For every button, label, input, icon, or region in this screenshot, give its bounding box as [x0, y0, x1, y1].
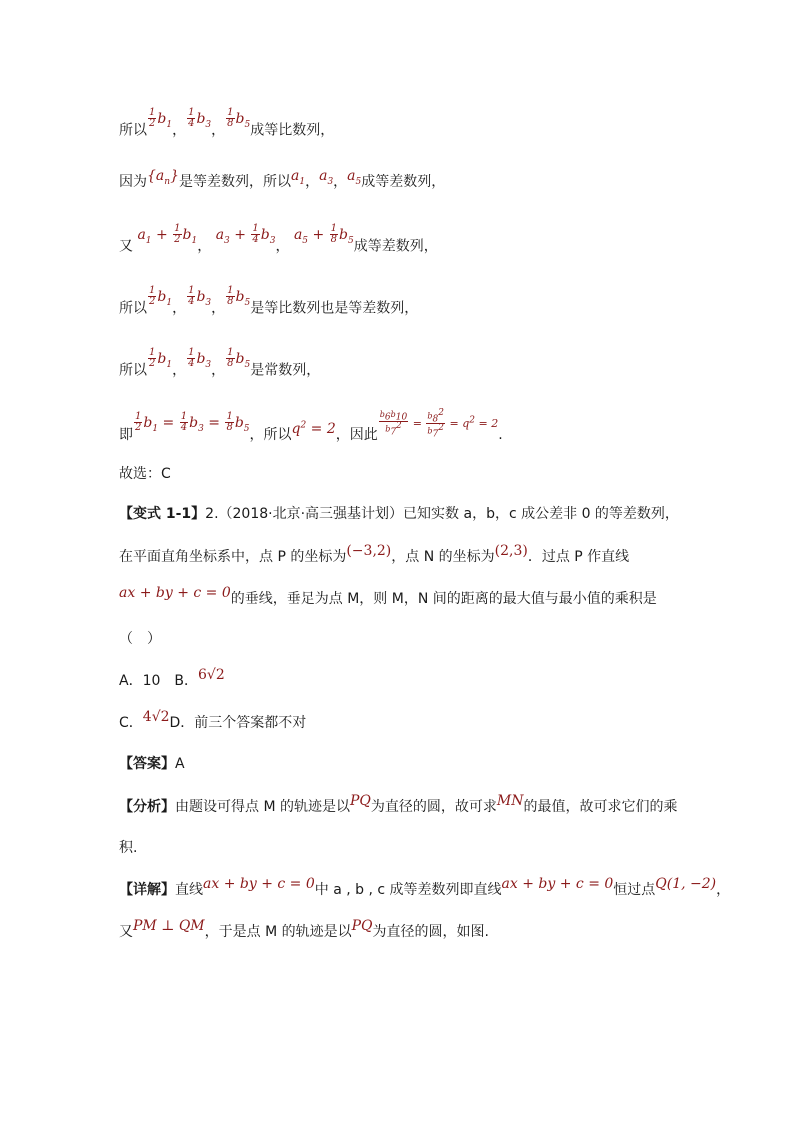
text: A．10 B．: [119, 673, 198, 689]
text: 中 a , b , c 成等差数列即直线: [314, 882, 502, 898]
text: 是常数列，: [250, 362, 321, 379]
text: 直线: [175, 882, 203, 898]
line-3: [119, 223, 438, 262]
math: $\{a_n\}$: [147, 168, 179, 187]
analysis-line: [119, 793, 678, 817]
math: PQ: [349, 793, 371, 809]
text: 的最值，故可求它们的乘: [523, 799, 678, 815]
text: ，: [197, 238, 212, 255]
text: 即: [119, 426, 133, 443]
text: 是等比数列也是等差数列，: [250, 300, 419, 317]
line-5: [119, 347, 321, 386]
problem-line-4: （ ）: [119, 631, 161, 647]
text: D．前三个答案都不对: [169, 715, 307, 731]
analysis-label: 【分析】: [119, 799, 175, 815]
math: ax + by + c = 0: [119, 585, 231, 601]
math: ax + by + c = 0: [203, 876, 315, 892]
math: $\frac{1}{8}$ $b_5$: [227, 107, 251, 130]
text: 所以: [119, 362, 147, 379]
math: Q(1, −2): [655, 876, 717, 892]
text: 是等差数列，所以: [178, 174, 291, 190]
text: 成等差数列，: [361, 174, 446, 190]
text: ，: [172, 300, 187, 317]
text: 由题设可得点 M 的轨迹是以: [175, 799, 350, 815]
answer-label: 【答案】: [119, 756, 175, 772]
options-cd: [119, 709, 307, 733]
text: 恒过点: [613, 882, 656, 898]
text: ，: [211, 300, 226, 317]
choose-line: 故选：C: [119, 466, 171, 482]
text: ．过点 P 作直线: [527, 549, 630, 565]
text: 又: [119, 238, 133, 255]
math: $\frac{1}{2}$ $b_1$: [149, 347, 173, 370]
text: 2.（2018·北京·高三强基计划）已知实数 a，b，c 成公差非 0 的等差数列，: [205, 506, 679, 522]
line-4: [119, 285, 419, 324]
math: PQ: [351, 918, 373, 934]
math: $a_3$: [319, 168, 334, 187]
text: 成等差数列，: [353, 238, 438, 255]
text: 为直径的圆，如图.: [372, 924, 489, 940]
math: $a_1$ + $\frac{1}{2}$ $b_1$: [133, 223, 198, 246]
math: $q^2 = 2$: [291, 420, 336, 437]
analysis-line-2: 积.: [119, 840, 138, 856]
text: 又: [119, 924, 133, 940]
text: 因为: [119, 174, 147, 190]
math: MN: [496, 793, 524, 809]
text: ，: [275, 238, 290, 255]
text: ，: [716, 882, 731, 898]
problem-intro: [119, 504, 679, 524]
detail-line-2: [119, 918, 489, 942]
math: $\frac{1}{8}$ $b_5$: [227, 285, 251, 308]
text: ，: [333, 174, 348, 190]
math: b6b10 b72 = b82 b72 = q2 = 2: [379, 408, 499, 440]
math: $a_5$: [347, 168, 362, 187]
math: (2,3): [494, 543, 528, 559]
math: $\frac{1}{4}$ $b_3$: [188, 285, 212, 308]
text: ，: [172, 122, 187, 139]
math: 6√2: [198, 667, 225, 683]
text: ，: [305, 174, 320, 190]
math: $\frac{1}{2}$ $b_1$: [149, 107, 173, 130]
problem-line-2: [119, 543, 630, 567]
line-2: [119, 168, 446, 198]
math: $a_5$ + $\frac{1}{8}$ $b_5$: [289, 223, 354, 246]
detail-label: 【详解】: [119, 882, 175, 898]
problem-tag: 【变式 1-1】: [119, 506, 206, 522]
text: 在平面直角坐标系中，点 P 的坐标为: [119, 549, 347, 565]
text: .: [498, 426, 503, 443]
text: ，: [172, 362, 187, 379]
math: $\frac{1}{4}$ $b_3$: [188, 347, 212, 370]
text: 成等比数列，: [250, 122, 335, 139]
text: ，: [211, 362, 226, 379]
text: 为直径的圆，故可求: [370, 799, 497, 815]
text: 所以: [119, 122, 147, 139]
detail-line: [119, 876, 731, 900]
text: C．: [119, 715, 143, 731]
text: ，所以: [249, 426, 292, 443]
options-ab: [119, 667, 225, 691]
problem-line-3: [119, 585, 657, 609]
line-6: [119, 408, 503, 451]
math: PM ⊥ QM: [133, 918, 205, 934]
math: $\frac{1}{4}$ $b_3$: [188, 107, 212, 130]
text: 所以: [119, 300, 147, 317]
text: ，点 N 的坐标为: [391, 549, 495, 565]
math: (−3,2): [346, 543, 392, 559]
math: $\frac{1}{2}$ $b_1$: [149, 285, 173, 308]
text: ，于是点 M 的轨迹是以: [204, 924, 352, 940]
answer-line: [119, 754, 185, 774]
math: 4√2: [142, 709, 170, 725]
answer-value: A: [175, 756, 185, 772]
text: 的垂线，垂足为点 M，则 M，N 间的距离的最大值与最小值的乘积是: [230, 591, 657, 607]
math: ax + by + c = 0: [501, 876, 614, 892]
math: $\frac{1}{8}$ $b_5$: [227, 347, 251, 370]
math: $a_3$ + $\frac{1}{4}$ $b_3$: [211, 223, 276, 246]
math: $\frac{1}{2}$ $b_1$ = $\frac{1}{4}$ $b_3$ = $\frac{1}{8}$ $b_5$: [135, 411, 250, 434]
text: ，: [211, 122, 226, 139]
math: $a_1$: [290, 168, 306, 187]
line-1: [119, 107, 335, 146]
text: ，因此: [335, 426, 378, 443]
